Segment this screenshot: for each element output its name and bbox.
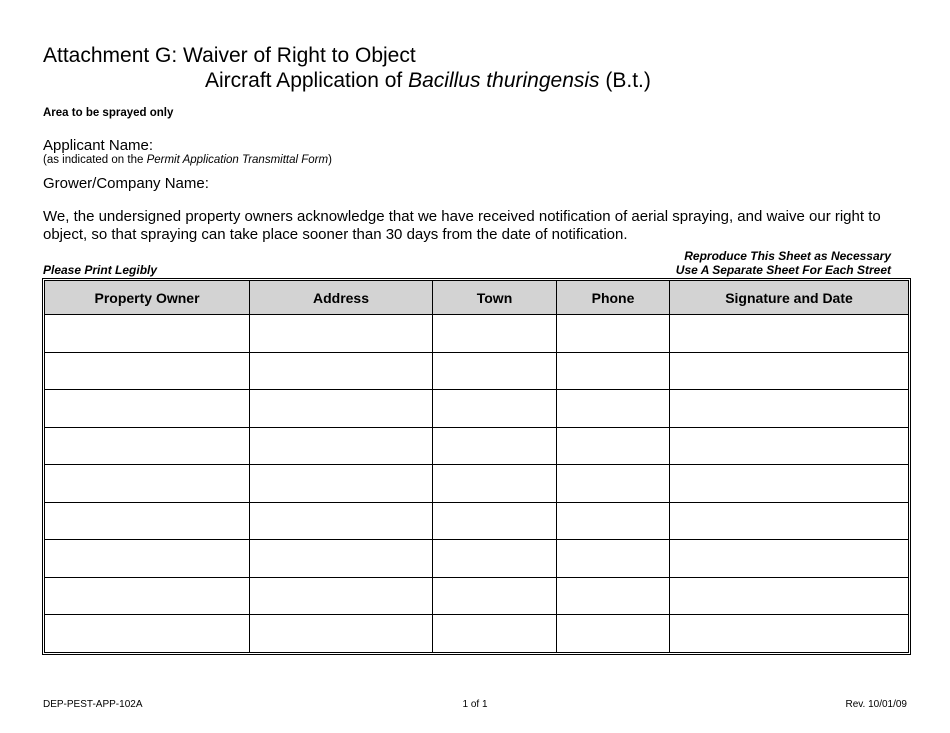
- signature-date-cell[interactable]: [670, 615, 909, 653]
- property-owner-cell[interactable]: [45, 577, 250, 615]
- phone-cell[interactable]: [557, 390, 670, 428]
- town-cell[interactable]: [433, 615, 557, 653]
- subtitle-prefix: Aircraft Application of: [205, 69, 409, 92]
- town-cell[interactable]: [433, 352, 557, 390]
- address-cell[interactable]: [250, 465, 433, 503]
- property-owner-cell[interactable]: [45, 502, 250, 540]
- town-cell[interactable]: [433, 315, 557, 353]
- signature-date-cell[interactable]: [670, 465, 909, 503]
- town-cell[interactable]: [433, 577, 557, 615]
- address-cell[interactable]: [250, 390, 433, 428]
- phone-cell[interactable]: [557, 540, 670, 578]
- form-id: DEP-PEST-APP-102A: [43, 699, 143, 710]
- page-number: 1 of 1: [462, 699, 488, 710]
- column-header-town: Town: [433, 281, 557, 315]
- column-header-phone: Phone: [557, 281, 670, 315]
- table-row: [45, 315, 909, 353]
- table-row: [45, 502, 909, 540]
- table-row: [45, 615, 909, 653]
- reproduce-note: [676, 249, 891, 277]
- property-owner-cell[interactable]: [45, 615, 250, 653]
- address-cell[interactable]: [250, 540, 433, 578]
- table-row: [45, 427, 909, 465]
- column-header-signature-date: Signature and Date: [670, 281, 909, 315]
- address-cell[interactable]: [250, 577, 433, 615]
- applicant-note: [43, 154, 332, 166]
- property-owner-cell[interactable]: [45, 315, 250, 353]
- phone-cell[interactable]: [557, 465, 670, 503]
- table-row: [45, 577, 909, 615]
- property-owner-cell[interactable]: [45, 352, 250, 390]
- column-header-address: Address: [250, 281, 433, 315]
- signature-date-cell[interactable]: [670, 577, 909, 615]
- reproduce-line-1: Reproduce This Sheet as Necessary: [684, 249, 891, 263]
- subtitle-suffix: (B.t.): [599, 69, 651, 92]
- area-note: Area to be sprayed only: [43, 107, 174, 119]
- phone-cell[interactable]: [557, 615, 670, 653]
- signature-date-cell[interactable]: [670, 315, 909, 353]
- subtitle-organism: Bacillus thuringensis: [408, 69, 600, 92]
- table-row: [45, 465, 909, 503]
- property-owner-cell[interactable]: [45, 390, 250, 428]
- phone-cell[interactable]: [557, 502, 670, 540]
- applicant-note-form: Permit Application Transmittal Form: [146, 154, 329, 166]
- owners-table-frame: [42, 278, 911, 655]
- owners-table-body: [45, 315, 909, 653]
- table-header-row: [45, 281, 909, 315]
- address-cell[interactable]: [250, 352, 433, 390]
- signature-date-cell[interactable]: [670, 540, 909, 578]
- address-cell[interactable]: [250, 615, 433, 653]
- form-subtitle: [205, 68, 651, 94]
- applicant-note-prefix: (as indicated on the: [43, 154, 147, 166]
- town-cell[interactable]: [433, 390, 557, 428]
- property-owner-cell[interactable]: [45, 427, 250, 465]
- address-cell[interactable]: [250, 315, 433, 353]
- phone-cell[interactable]: [557, 577, 670, 615]
- signature-date-cell[interactable]: [670, 390, 909, 428]
- applicant-name-label: Applicant Name:: [43, 137, 154, 154]
- town-cell[interactable]: [433, 502, 557, 540]
- print-legibly-note: Please Print Legibly: [43, 263, 158, 277]
- address-cell[interactable]: [250, 427, 433, 465]
- column-header-property-owner: Property Owner: [45, 281, 250, 315]
- signature-date-cell[interactable]: [670, 352, 909, 390]
- table-row: [45, 390, 909, 428]
- grower-company-label: Grower/Company Name:: [43, 175, 209, 192]
- table-row: [45, 540, 909, 578]
- town-cell[interactable]: [433, 427, 557, 465]
- town-cell[interactable]: [433, 540, 557, 578]
- revision-date: Rev. 10/01/09: [845, 699, 907, 710]
- property-owner-cell[interactable]: [45, 540, 250, 578]
- address-cell[interactable]: [250, 502, 433, 540]
- phone-cell[interactable]: [557, 315, 670, 353]
- reproduce-line-2: Use A Separate Sheet For Each Street: [675, 263, 891, 277]
- table-row: [45, 352, 909, 390]
- phone-cell[interactable]: [557, 352, 670, 390]
- signature-date-cell[interactable]: [670, 502, 909, 540]
- signature-date-cell[interactable]: [670, 427, 909, 465]
- applicant-note-suffix: ): [328, 154, 332, 166]
- owners-table: [44, 280, 909, 653]
- form-title: Attachment G: Waiver of Right to Object: [43, 44, 416, 67]
- waiver-statement: We, the undersigned property owners acknowledge that we have received notification of aerial spraying, and waive our right to object, so that spraying can take place sooner than 30 days from the date of notification.: [43, 208, 881, 243]
- town-cell[interactable]: [433, 465, 557, 503]
- phone-cell[interactable]: [557, 427, 670, 465]
- property-owner-cell[interactable]: [45, 465, 250, 503]
